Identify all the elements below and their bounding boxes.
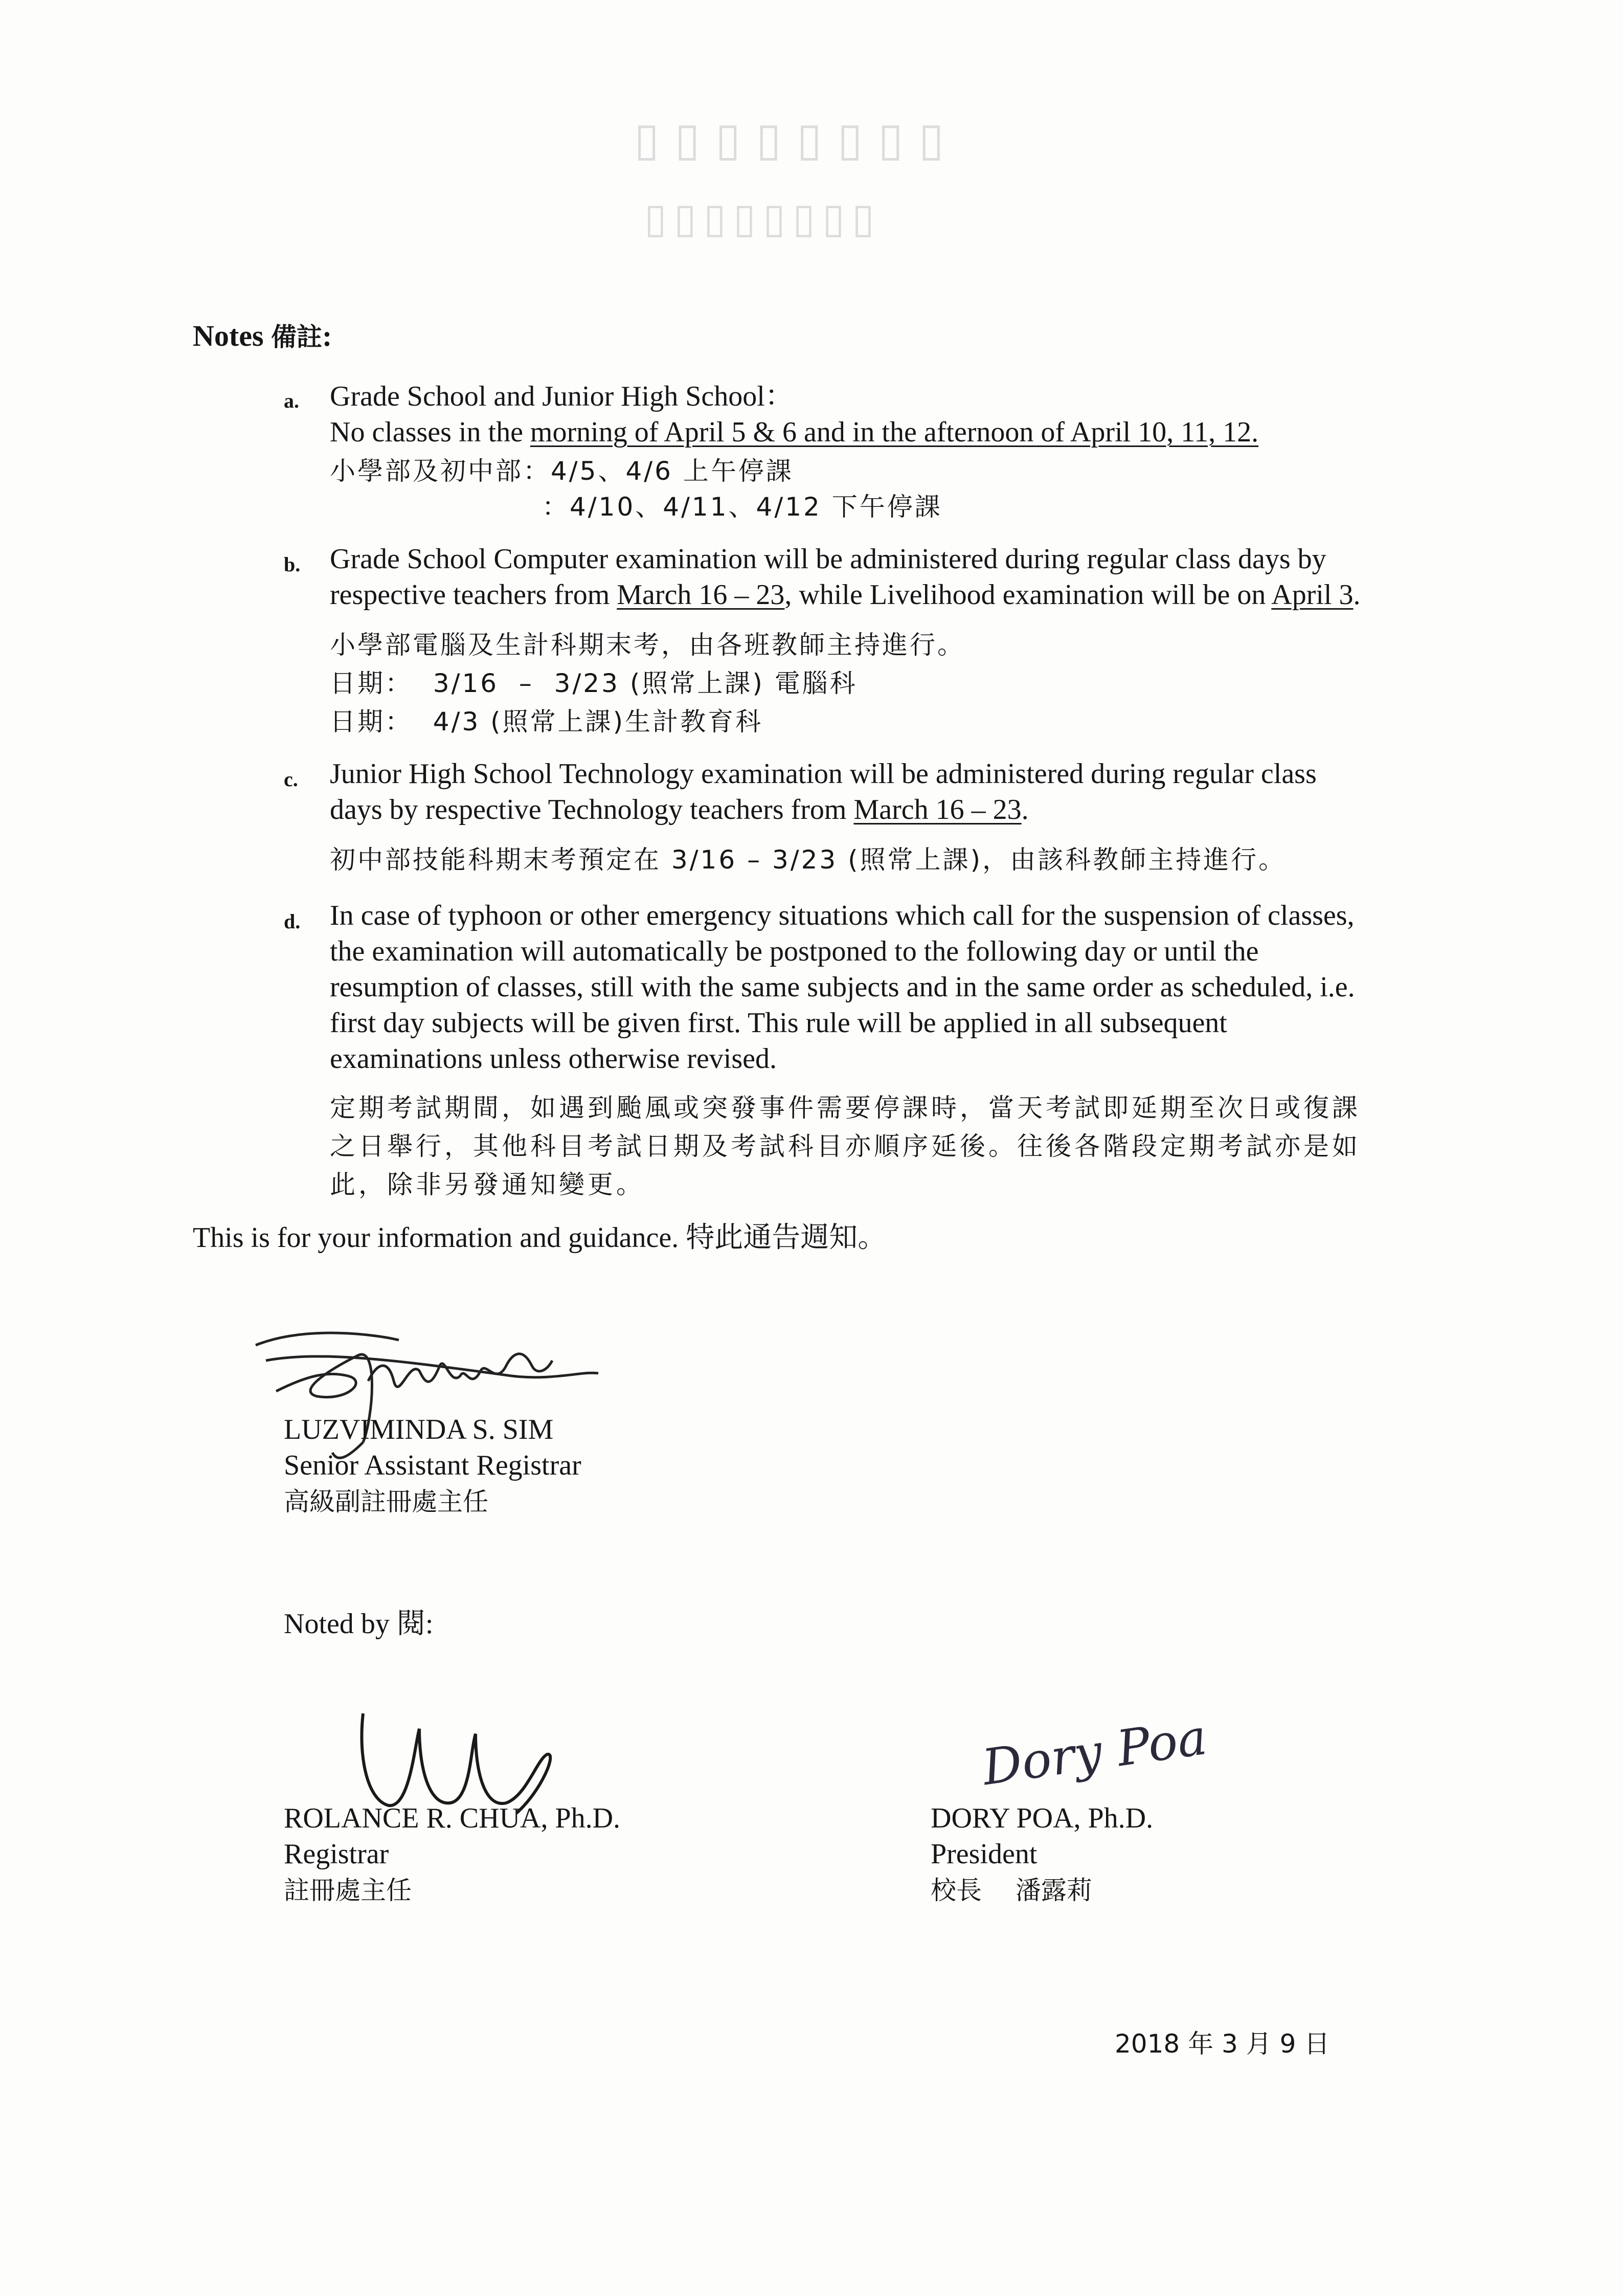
item-d-en-line4: first day subjects will be given first. This rule will be applied in all subsequent bbox=[330, 1007, 1227, 1039]
sim-name: LUZVIMINDA S. SIM bbox=[284, 1414, 554, 1445]
chua-title: Registrar bbox=[284, 1838, 389, 1870]
item-d-en-line5: examinations unless otherwise revised. bbox=[330, 1043, 777, 1075]
item-d-en-line3: resumption of classes, still with the same subjects and in the same order as scheduled, i.e. bbox=[330, 971, 1355, 1003]
item-d-en-line2: the examination will automatically be postponed to the following day or until the bbox=[330, 935, 1259, 967]
signature-poa: Dory Poa bbox=[979, 1708, 1210, 1797]
item-d-zh-line3: 此，除非另發通知變更。 bbox=[330, 1170, 645, 1199]
item-a-en-line2 bbox=[330, 414, 1258, 450]
bleed-through-heading: ▯▯▯▯▯▯▯▯ bbox=[634, 113, 960, 166]
item-b-en-line2-pre: respective teachers from bbox=[330, 579, 617, 611]
item-b-en-line2 bbox=[330, 577, 1360, 613]
item-a-zh-line1: 小學部及初中部：4/5、4/6 上午停課 bbox=[330, 456, 794, 486]
item-b-zh-line2: 日期： 3/16 – 3/23 (照常上課) 電腦科 bbox=[330, 668, 858, 698]
item-b-en-line2-mid: , while Livelihood examination will be on bbox=[784, 579, 1272, 611]
sim-title: Senior Assistant Registrar bbox=[284, 1450, 581, 1481]
item-b-en-line1: Grade School Computer examination will be administered during regular class days by bbox=[330, 543, 1326, 575]
item-d-zh-line2: 之日舉行，其他科目考試日期及考試科目亦順序延後。往後各階段定期考試亦是如 bbox=[330, 1131, 1361, 1161]
item-b-letter: b. bbox=[284, 553, 301, 576]
notes-heading-zh: 備註 bbox=[271, 322, 323, 352]
item-c-zh-line1: 初中部技能科期末考預定在 3/16 – 3/23 (照常上課)，由該科教師主持進行。 bbox=[330, 845, 1287, 875]
item-a-schedule-underlined: morning of April 5 & 6 and in the afternoon of April 10, 11, 12. bbox=[530, 416, 1259, 448]
item-b-en-line2-post: . bbox=[1353, 579, 1361, 611]
chua-name: ROLANCE R. CHUA, Ph.D. bbox=[284, 1802, 621, 1834]
item-c-en-line2 bbox=[330, 792, 1029, 828]
sim-title-zh: 高級副註冊處主任 bbox=[284, 1487, 488, 1517]
bleed-through-subheading: ▯▯▯▯▯▯▯▯ bbox=[644, 194, 882, 242]
item-c-letter: c. bbox=[284, 768, 298, 791]
document-date: 2018 年 3 月 9 日 bbox=[1115, 2029, 1330, 2059]
item-b-zh-line3: 日期： 4/3 (照常上課)生計教育科 bbox=[330, 707, 763, 737]
item-d-letter: d. bbox=[284, 910, 301, 933]
poa-title: President bbox=[931, 1838, 1038, 1870]
closing-statement: This is for your information and guidance. 特此通告週知。 bbox=[193, 1222, 887, 1254]
item-d-zh-line1: 定期考試期間，如遇到颱風或突發事件需要停課時，當天考試即延期至次日或復課 bbox=[330, 1093, 1361, 1123]
noted-by-label: Noted by 閱: bbox=[284, 1608, 434, 1640]
notes-heading bbox=[193, 318, 332, 355]
item-a-zh-line2: ：4/10、4/11、4/12 下午停課 bbox=[542, 492, 942, 522]
item-a-en-line1: Grade School and Junior High School： bbox=[330, 381, 794, 412]
item-a-letter: a. bbox=[284, 389, 299, 412]
item-b-livelihood-date: April 3 bbox=[1271, 579, 1354, 611]
poa-name: DORY POA, Ph.D. bbox=[931, 1802, 1154, 1834]
item-b-zh-line1: 小學部電腦及生計科期末考，由各班教師主持進行。 bbox=[330, 630, 965, 660]
item-c-technology-dates: March 16 – 23 bbox=[853, 794, 1022, 826]
notes-heading-en: Notes bbox=[193, 319, 264, 352]
notes-heading-colon: : bbox=[322, 319, 332, 352]
item-d-en-line1: In case of typhoon or other emergency situations which call for the suspension of classes, bbox=[330, 900, 1355, 931]
item-c-en-line2-post: . bbox=[1021, 794, 1029, 826]
item-c-en-line1: Junior High School Technology examination will be administered during regular class bbox=[330, 758, 1317, 790]
chua-title-zh: 註冊處主任 bbox=[284, 1876, 412, 1905]
item-b-computer-dates: March 16 – 23 bbox=[617, 579, 785, 611]
poa-title-zh: 校長 潘露莉 bbox=[931, 1876, 1092, 1905]
item-c-en-line2-pre: days by respective Technology teachers from bbox=[330, 794, 854, 826]
item-a-en-line2-pre: No classes in the bbox=[330, 416, 530, 448]
